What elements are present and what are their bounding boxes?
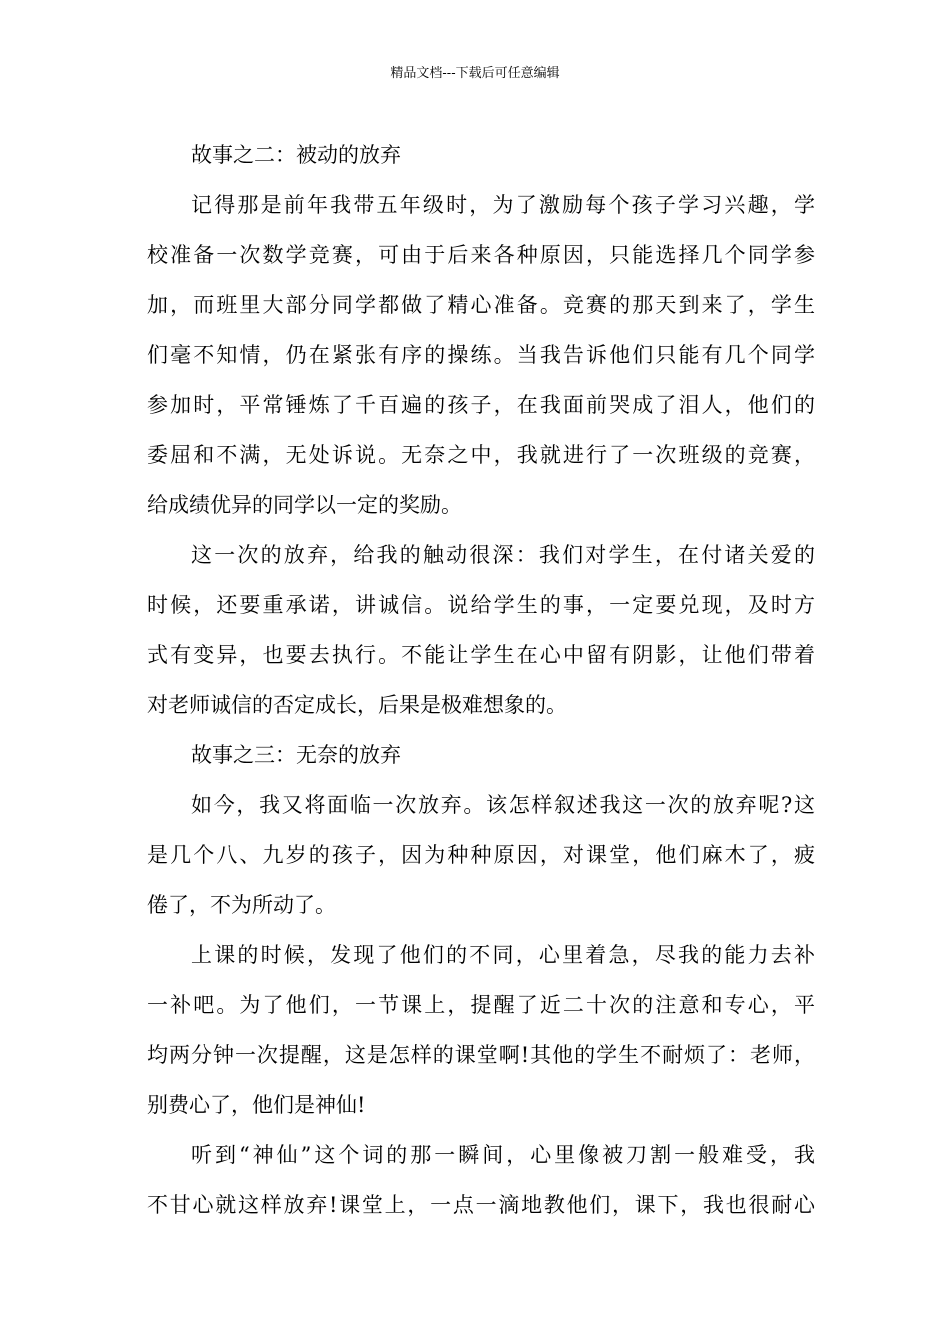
text-line: 校准备一次数学竞赛，可由于后来各种原因，只能选择几个同学参 bbox=[147, 243, 815, 267]
text-line: 这一次的放弃，给我的触动很深：我们对学生，在付诸关爱的 bbox=[191, 543, 815, 567]
page-header: 精品文档---下载后可任意编辑 bbox=[390, 66, 560, 81]
text-line: 加，而班里大部分同学都做了精心准备。竞赛的那天到来了，学生 bbox=[147, 293, 815, 317]
body-text bbox=[147, 130, 815, 1230]
text-line: 式有变异，也要去执行。不能让学生在心中留有阴影，让他们带着 bbox=[147, 643, 815, 667]
text-line: 均两分钟一次提醒，这是怎样的课堂啊!其他的学生不耐烦了：老师， bbox=[147, 1043, 815, 1067]
text-line: 记得那是前年我带五年级时，为了激励每个孩子学习兴趣，学 bbox=[191, 193, 815, 217]
text-line: 们毫不知情，仍在紧张有序的操练。当我告诉他们只能有几个同学 bbox=[147, 343, 815, 367]
text-line: 是几个八、九岁的孩子，因为种种原因，对课堂，他们麻木了，疲 bbox=[147, 843, 815, 867]
text-line: 听到“神仙”这个词的那一瞬间，心里像被刀割一般难受，我 bbox=[191, 1143, 815, 1167]
text-line: 上课的时候，发现了他们的不同，心里着急，尽我的能力去补 bbox=[191, 943, 815, 967]
text-line: 对老师诚信的否定成长，后果是极难想象的。 bbox=[147, 693, 567, 717]
text-line: 一补吧。为了他们，一节课上，提醒了近二十次的注意和专心，平 bbox=[147, 993, 815, 1017]
text-line: 给成绩优异的同学以一定的奖励。 bbox=[147, 493, 462, 517]
text-line: 参加时，平常锤炼了千百遍的孩子，在我面前哭成了泪人，他们的 bbox=[147, 393, 815, 417]
text-line: 如今，我又将面临一次放弃。该怎样叙述我这一次的放弃呢?这 bbox=[191, 793, 815, 817]
text-line: 委屈和不满，无处诉说。无奈之中，我就进行了一次班级的竞赛， bbox=[147, 443, 815, 467]
text-line: 不甘心就这样放弃!课堂上，一点一滴地教他们，课下，我也很耐心 bbox=[147, 1193, 815, 1217]
text-line: 时候，还要重承诺，讲诚信。说给学生的事，一定要兑现，及时方 bbox=[147, 593, 815, 617]
text-line: 故事之三：无奈的放弃 bbox=[191, 743, 401, 767]
text-line: 故事之二：被动的放弃 bbox=[191, 143, 401, 167]
text-line: 倦了，不为所动了。 bbox=[147, 893, 336, 917]
text-line: 别费心了，他们是神仙! bbox=[147, 1093, 366, 1117]
